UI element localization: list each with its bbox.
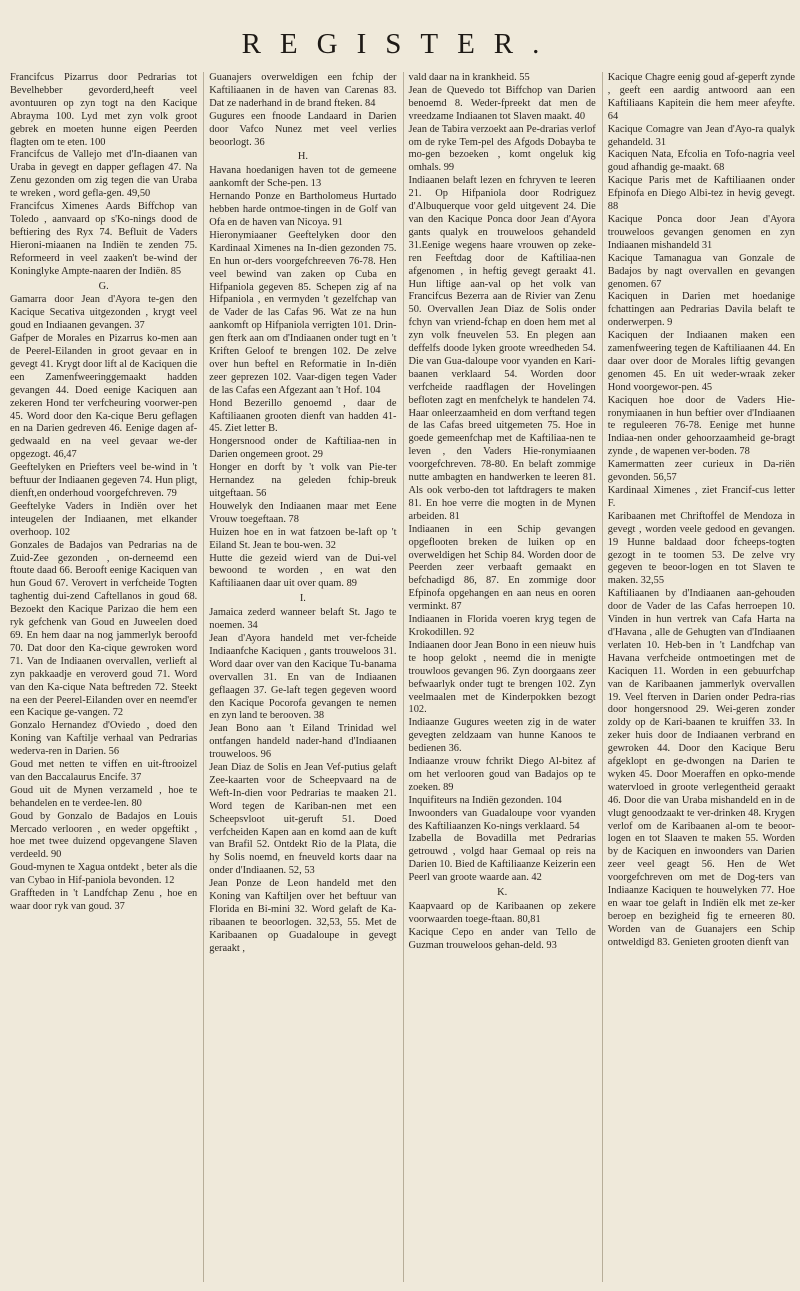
index-entry: Inquifiteurs na Indiën gezonden. 104 <box>408 794 562 806</box>
index-column-4 <box>602 72 795 1282</box>
index-entry: Geeftelyke Vaders in Indiën over het inteugelen der Indiaanen, met elkander overhoop. 102 <box>10 500 198 538</box>
index-entry: Indiaanen in Florida voeren kryg tegen de Krokodillen. 92 <box>408 614 596 638</box>
index-entry: Francifcus de Vallejo met d'In-diaanen van Uraba in gevegt en dapper geflagen 47. Na Zenu gezonden om zig tegen die van Uraba te wreken , word gefla-gen. 49,50 <box>10 149 198 200</box>
index-entry: Jean de Tabira verzoekt aan Pe-drarias verlof om de ryke Tem-pel des Afgods Dobayba te mo-gen bezoeken , komt ongeluk kig omhals. 99 <box>408 123 596 174</box>
index-entry: Francifcus Ximenes Aards Biffchop van Toledo , aanvaard op s'Ko-nings dood de beftiering des Ryx 74. Befluit de Vaders Hieroni-miaanen na Indiën te zenden 75. Reformeerd in veel zaaken't be-wind der Koninglyke Ampte-naaren der Indiën. 85 <box>10 201 198 277</box>
index-entry: Hieronymiaaner Geeftelyken door den Kardinaal Ximenes na In-dien gezonden 75. En hun or-ders voorgefchreeven 76-78. Hen veel bewind van zaken op Cuba en Hifpaniola gegeven 85. Schepen zig af na Hifpaniola , en vermyden 't gezelfchap van de Vader de las Cafas 96. Wat ze na hun aankomft op Hifpaniola verrigten 101. Drin-gen fterk aan om d'Indiaanen onder tugt en 't Kriften Geloof te brengen 102. De zelve over hun beftel en Reformatie in In-diën zeer geprezen 102. Vaar-digen tegen Vader de las Cafas een Afgezant aan 't Hof. 104 <box>209 229 397 396</box>
section-letter: K. <box>497 887 508 899</box>
index-entry: Kardinaal Ximenes , ziet Francif-cus letter F. <box>607 485 795 509</box>
section-letter: G. <box>98 280 109 292</box>
index-entry: Jean Diaz de Solis en Jean Vef-putius gelaft Zee-kaarten voor de Scheepvaard na de Weft-In-dien voor Pedrarias te maaken 21. Word tegen de Kariban-nen met een Scheepsvloot uit-geruft 51. Doed verfcheiden Kapen aan en komd aan de kuft van Brafil 52. Ontdekt Rio de la Plata, die hy Solis noemd, en fneuveld korts daar na onder d'Indiaanen. 52, 53 <box>209 762 397 877</box>
index-entry: Jean Ponze de Leon handeld met den Koning van Kaftiljen over het beftuur van Florida en Bi-mini 32. Word gelaft de Ka-ribaanen te beoorlogen. 32,53, 55. Met de Karibaanen op Guadaloupe in gevegt geraakt , <box>209 878 397 954</box>
index-entry: Gugures een fnoode Landaard in Darien door Vafco Nunez met veel verlies beoorlogt. 36 <box>209 110 397 148</box>
index-entry: Jean Bono aan 't Eiland Trinidad wel ontfangen handeld nader-hand d'Indiaanen trouweloos. 96 <box>209 723 397 761</box>
index-columns <box>10 72 795 1282</box>
index-entry: Hond Bezerillo genoemd , daar de Kaftiliaanen grooten dienft van hadden 41-45. Ziet letter B. <box>209 397 397 435</box>
index-entry: Jamaica zederd wanneer belaft St. Jago te noemen. 34 <box>209 607 397 632</box>
index-entry: Hernando Ponze en Bartholomeus Hurtado hebben harde ontmoe-tingen in de Golf van Ofa en de haven van Nicoya. 91 <box>209 191 397 228</box>
index-entry: Gafper de Morales en Pizarrus ko-men aan de Peerel-Eilanden in groot gevaar en in gevegt 41. Krygt door lift al de Kaciquen die een Zamenfweeringgemaakt hadden gevangen 44. Doed eenige Kaciquen aan zekeren Hond ter verfcheuring voorwer-pen 45. Word door den Ka-cique Beru geflagen en na Darien gedreven 46. Eenige dagen af-gedwaald en na veel gevaar we-der opgezogt. 46,47 <box>10 333 198 461</box>
page-header: REGISTER. <box>241 28 559 60</box>
index-entry: Kacique Paris met de Kaftiliaanen onder Efpinofa en Diego Albi-tez in hevig gevegt. 88 <box>607 175 795 213</box>
index-entry: Kamermatten zeer curieux in Da-riën gevonden. 56,57 <box>607 459 795 484</box>
index-entry: Hongersnood onder de Kaftiliaa-nen in Darien ongemeen groot. 29 <box>209 436 397 461</box>
index-entry: Karibaanen met Chriftoffel de Mendoza in gevegt , worden veele gedood en gevangen. 19 Hunne baldaad door fcheeps-togten gezogt in te toomen 53. De zelve vry gegeven te beoor-logen en tot Slaven te maken. 32,55 <box>607 510 795 587</box>
index-column-1 <box>10 72 197 1282</box>
index-entry: Houwelyk den Indiaanen maar met Eene Vrouw toegeftaan. 78 <box>209 500 397 525</box>
index-entry: Kacique Chagre eenig goud af-geperft zynde , geeft een aardig antwoord aan een Kaftiliaans Kapitein die hem meer afeyfte. 64 <box>607 72 795 122</box>
index-entry: Kaciquen der Indiaanen maken een zamenfweering tegen de Kaftiliaanen 44. En daar over door de Morales liftig gevangen genomen 45. En uit weder-wraak zeker Hond voorgewor-pen. 45 <box>607 330 795 393</box>
index-entry: Hutte die gezeid wierd van de Dui-vel bewoond te worden , en wat den Kaftiliaanen daar uit over quam. 89 <box>209 552 397 590</box>
index-entry: Gamarra door Jean d'Ayora te-gen den Kacique Secativa uitgezonden , krygt veel goud en Indiaanen gevangen. 37 <box>10 294 198 332</box>
index-entry: Indiaanen door Jean Bono in een nieuw huis te hoop gelokt , neemd die in menigte trouwloos gevangen 96. Zyn doorgaans zeer befwaarlyk onder tugt te brengen 102. Zyn veelmaalen met de Kinderpokken bezogt 102. <box>408 639 596 716</box>
index-entry: Huizen hoe en in wat fatzoen be-laft op 't Eiland St. Jean te bou-wen. 32 <box>209 526 397 551</box>
index-entry: Kaciquen in Darien met hoedanige fchattingen aan Pedrarias Davila belaft te onderwerpen. 9 <box>607 291 795 329</box>
index-entry: Goud met netten te viffen en uit-ftrooizel van den Baccalaurus Encife. 37 <box>10 759 198 783</box>
index-entry: Indiaanze vrouw fchrikt Diego Al-bitez af om het verlooren goud van Badajos op te zoeken. 89 <box>408 756 596 793</box>
index-entry: Havana hoedanigen haven tot de gemeene aankomft der Sche-pen. 13 <box>209 165 397 190</box>
index-entry: Geeftelyken en Priefters veel be-wind in 't beftuur der Indiaanen gegeven 74. Hun pligt, dienft,en onderhoud voorgefchreven. 79 <box>10 462 198 499</box>
index-entry: Kaftiliaanen by d'Indiaanen aan-gehouden door de Vader de las Cafas herroepen 10. Vinden in hun vertrek van Cafa Harta na d'Havana , alle de Gehugten van d'Indiaanen verlaten 10. Heb-ben in 't Landfchap van Havana verfcheide ontmoetingen met de Kaciquen 11. Worden in een gebuurfchap van de Karibaanen jammerlyk overvallen 19. Veel fterven in Darien onder Pedra-rias door hongersnood 29. Wei-geren zonder zoldy op de Kari-baanen te kruiffen 33. In zeker huis door de Indiaanen verbrand en gewroken 44. Door den Kacique Beru afgeklopt en ge-dwongen na Darien te wyken 45. Door Moeraffen en opko-mende watervloed in groote verlegentheid geraakt 46. Door die van Uraba mishandeld en in de vlugt genoodzaakt te ver-drinken 48. Krygen verlof om de Karibaanen al-om te beoor-logen en tot Slaaven te maken 55. Worden by de Kaciquen en inwoonders van Darien zeer veel geagt 56. Hen de Wet voorgefchreven om met de Dog-ters van Indiaanze Kaciquen te houwelyken 77. Hoe en waar toe gelaft in Indiën elk met ze-ker beroep en bezigheid fig te erneeren 80. Worden van de Guanajers een Schip ontweldigd 83. Genieten grooten dienft van <box>607 588 795 948</box>
index-entry: Kacique Comagre van Jean d'Ayo-ra qualyk gehandeld. 31 <box>607 123 795 148</box>
index-entry: Guanajers overweldigen een fchip der Kaftiliaanen in de haven van Carenas 83. Dat ze naderhand in de brand fteken. 84 <box>209 72 397 109</box>
index-entry: Inwoonders van Guadaloupe voor vyanden des Kaftiliaanzen Ko-nings verklaard. 54 <box>408 807 596 832</box>
section-letter: H. <box>297 151 308 163</box>
section-letter: I. <box>299 593 306 605</box>
index-entry: Goud by Gonzalo de Badajos en Louis Mercado verlooren , en weder opgeftikt , hoe met twee duizend opgevangene Slaven verdeeld. 90 <box>10 810 198 861</box>
index-entry: Francifcus Pizarrus door Pedrarias tot Bevelhebber gevorderd,heeft veel avontuuren op zyn togt na den Kacique Abrayma 100. Lyd met zyn volk groot gebrek en moeten hunne eigen Peerden flagten om te eten. 100 <box>10 72 198 148</box>
index-entry: Kacique Tamanagua van Gonzale de Badajos by nagt overvallen en gevangen genomen. 67 <box>607 252 795 290</box>
index-entry: Indiaanen in een Schip gevangen opgeflooten breken de luiken op en overweldigen het Schip 84. Worden door de Peerden zeer verbaaft gemaakt en befchadigd 86, 87. En zommige door Efpinofa opgehangen en aan neus en ooren verminkt. 87 <box>408 523 596 613</box>
index-entry: Indiaanen belaft lezen en fchryven te leeren 21. Op Hifpaniola door Rodriguez d'Albuquerque voor geld uitgevent 24. Die van den Kacique Ponca door Jean d'Ayora gants qualyk en trouweloos gehandeld 31.Eenige wegens haare vrouwen op zeke-ren Feeftdag door de Kaftiliaa-nen afgenomen , in heftig gevegt geraakt 41. Hun liftige aan-val op het volk van Francifcus Bezerra aan de Rivier van Zenu 50. Overvallen Jean Diaz de Solis onder fchyn van vriend-fchap en doen hem met al zyn volk fneuvelen 53. En plegen aan deffelfs doode lyken groote wreedheden 54. Die van Gua-daloupe voor vyanden en Kari-baanen verklaard 54. Worden door verfcheide raadflagen der Hovelingen befloten zagt en menfchelyk te handelen 74. Haar onleerzaamheid en dom verftand tegen de las Cafas breed uitgemeten 75. Hoe in goede gemeenfchap met de Kaftiliaa-nen te leven , den Vaders Hie-ronymiaanen voorgefchreven. 78-80. En belaft zommige nutte ambagten en handwerken te leeren 81. Als ook verbo-den tot laftdragers te maken 81. En hoe verre die mogten in de Mynen arbeiden. 81 <box>408 175 596 522</box>
index-column-3 <box>403 72 596 1282</box>
index-entry: Izabella de Bovadilla met Pedrarias getrouwd , volgd haar Gemaal op reis na Darien 10. Bied de Kaftiliaanze Keizerin een Peerl van groote waarde aan. 42 <box>408 833 596 884</box>
index-entry: Kaciquen Nata, Efcolia en Tofo-nagria veel goud afhandig ge-maakt. 68 <box>607 149 795 174</box>
index-entry: Gonzalo Hernandez d'Oviedo , doed den Koning van Kaftilje verhaal van Pedrarias wederva-ren in Darien. 56 <box>10 720 198 758</box>
index-entry: Jean de Quevedo tot Biffchop van Darien benoemd 8. Weder-fpreekt dat men de vreedzame Indiaanen tot Slaven maakt. 40 <box>408 84 596 122</box>
index-entry: Jean d'Ayora handeld met ver-fcheide Indiaanfche Kaciquen , gants trouweloos 31. Word daar over van den Kacique Tu-banama overvallen 31. En van de Indiaanen geflaagen 37. Ge-laft tegen gegeven woord den Kacique Pocorofa gevangen te nemen en zyn land te berooven. 38 <box>209 632 397 722</box>
index-entry: Gonzales de Badajos van Pedrarias na de Zuid-Zee gezonden , on-derneemd een ftoute daad 66. Berooft eenige Kaciquen van hun Goud 67. Verovert in verfcheide Togten taghentig dui-zend Caftellanos in goud 68. Bezoekt den Kacique Parizao die hem een ryk gefchenk van Goud en Juweelen doed 69. En hem daar na nog jammerlyk beroofd 70. Dat door den Ka-cique gewroken word 71. Van de Indiaanen overvallen, verlieft al zyn pakkaadje en veroverd goud 71. Word van den Ka-cique Nata beftreden 72. Steekt na een der Peerel-Eilanden over en neemd'er een Kacique ge-vangen. 72 <box>10 539 198 719</box>
index-entry: Goud uit de Mynen verzameld , hoe te behandelen en te verdee-len. 80 <box>10 784 198 809</box>
index-entry: Kacique Cepo en ander van Tello de Guzman trouweloos gehan-deld. 93 <box>408 926 596 951</box>
index-entry: Honger en dorft by 't volk van Pie-ter Hernandez na geleden fchip-breuk uitgeftaan. 56 <box>209 462 397 499</box>
index-entry: Indiaanze Gugures weeten zig in de water gevegten zeldzaam van hunne Kanoos te bedienen 36. <box>408 717 596 755</box>
index-entry: vald daar na in krankheid. 55 <box>408 72 530 83</box>
index-entry: Goud-mynen te Xagua ontdekt , beter als die van Cybao in Hif-paniola bevonden. 12 <box>10 862 198 887</box>
index-entry: Kaapvaard op de Karibaanen op zekere voorwaarden toege-ftaan. 80,81 <box>408 901 596 925</box>
index-entry: Graffteden in 't Landfchap Zenu , hoe en waar door ryk van goud. 37 <box>10 888 198 912</box>
index-entry: Kacique Ponca door Jean d'Ayora trouweloos gevangen genomen en zyn Indiaanen mishandeld 31 <box>607 213 795 251</box>
index-column-2 <box>203 72 396 1282</box>
index-entry: Kaciquen hoe door de Vaders Hie-ronymiaanen in hun beftier over d'Indiaanen te reguleeren 76-78. Eenige met hunne Indiaa-nen onder gehoorzaamheid ge-bragt zynde , de wapenen ver-boden. 78 <box>607 394 795 458</box>
